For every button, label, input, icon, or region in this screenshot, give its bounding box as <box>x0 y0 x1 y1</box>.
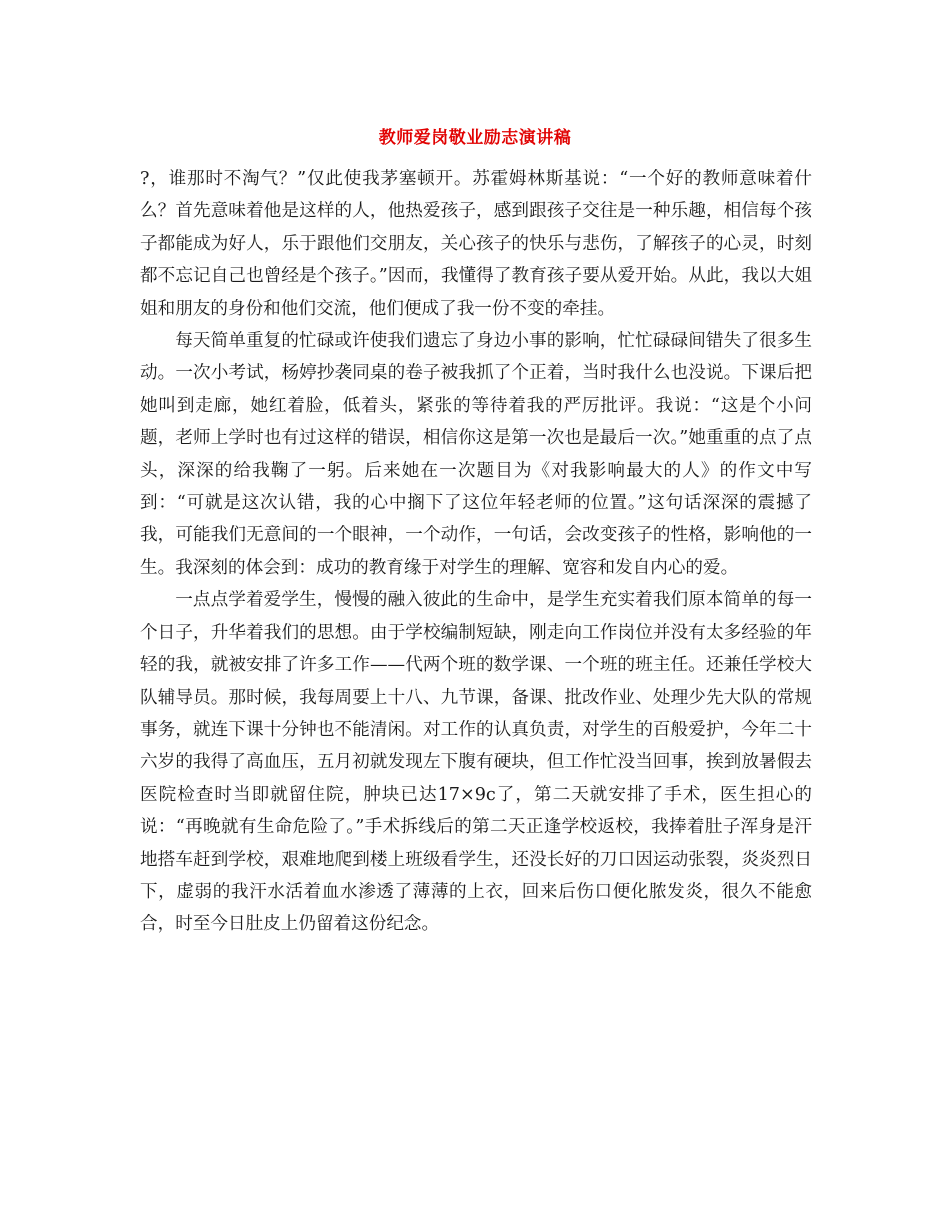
document-body <box>140 163 812 941</box>
paragraph-2: 每天简单重复的忙碌或许使我们遗忘了身边小事的影响，忙忙碌碌间错失了很多生动。一次小考试，杨婷抄袭同桌的卷子被我抓了个正着，当时我什么也没说。下课后把她叫到走廊，她红着脸，低着头，紧张的等待着我的严厉批评。我说：“这是个小问题，老师上学时也有过这样的错误，相信你这是第一次也是最后一次。”她重重的点了点头，深深的给我鞠了一躬。后来她在一次题目为《对我影响最大的人》的作文中写到：“可就是这次认错，我的心中搁下了这位年轻老师的位置。”这句话深深的震撼了我，可能我们无意间的一个眼神，一个动作，一句话，会改变孩子的性格，影响他的一生。我深刻的体会到：成功的教育缘于对学生的理解、宽容和发自内心的爱。 <box>140 331 812 578</box>
document-title: 教师爱岗敬业励志演讲稿 <box>378 128 572 148</box>
paragraph-3: 一点点学着爱学生，慢慢的融入彼此的生命中，是学生充实着我们原本简单的每一个日子，升华着我们的思想。由于学校编制短缺，刚走向工作岗位并没有太多经验的年轻的我，就被安排了许多工作——代两个班的数学课、一个班的班主任。还兼任学校大队辅导员。那时候，我每周要上十八、九节课，备课、批改作业、处理少先大队的常规事务，就连下课十分钟也不能清闲。对工作的认真负责，对学生的百般爱护，今年二十六岁的我得了高血压，五月初就发现左下腹有硬块，但工作忙没当回事，挨到放暑假去医院检查时当即就留住院，肿块已达17×9c了，第二天就安排了手术，医生担心的说：“再晚就有生命危险了。”手术拆线后的第二天正逢学校返校，我捧着肚子浑身是汗地搭车赶到学校，艰难地爬到楼上班级看学生，还没长好的刀口因运动张裂，炎炎烈日下，虚弱的我汗水活着血水渗透了薄薄的上衣，回来后伤口便化脓发炎，很久不能愈合，时至今日肚皮上仍留着这份纪念。 <box>140 590 812 935</box>
paragraph-1: ?，谁那时不淘气？”仅此使我茅塞顿开。苏霍姆林斯基说：“一个好的教师意味着什么？首先意味着他是这样的人，他热爱孩子，感到跟孩子交往是一种乐趣，相信每个孩子都能成为好人，乐于跟他们交朋友，关心孩子的快乐与悲伤，了解孩子的心灵，时刻都不忘记自己也曾经是个孩子。”因而，我懂得了教育孩子要从爱开始。从此，我以大姐姐和朋友的身份和他们交流，他们便成了我一份不变的牵挂。 <box>140 169 812 319</box>
